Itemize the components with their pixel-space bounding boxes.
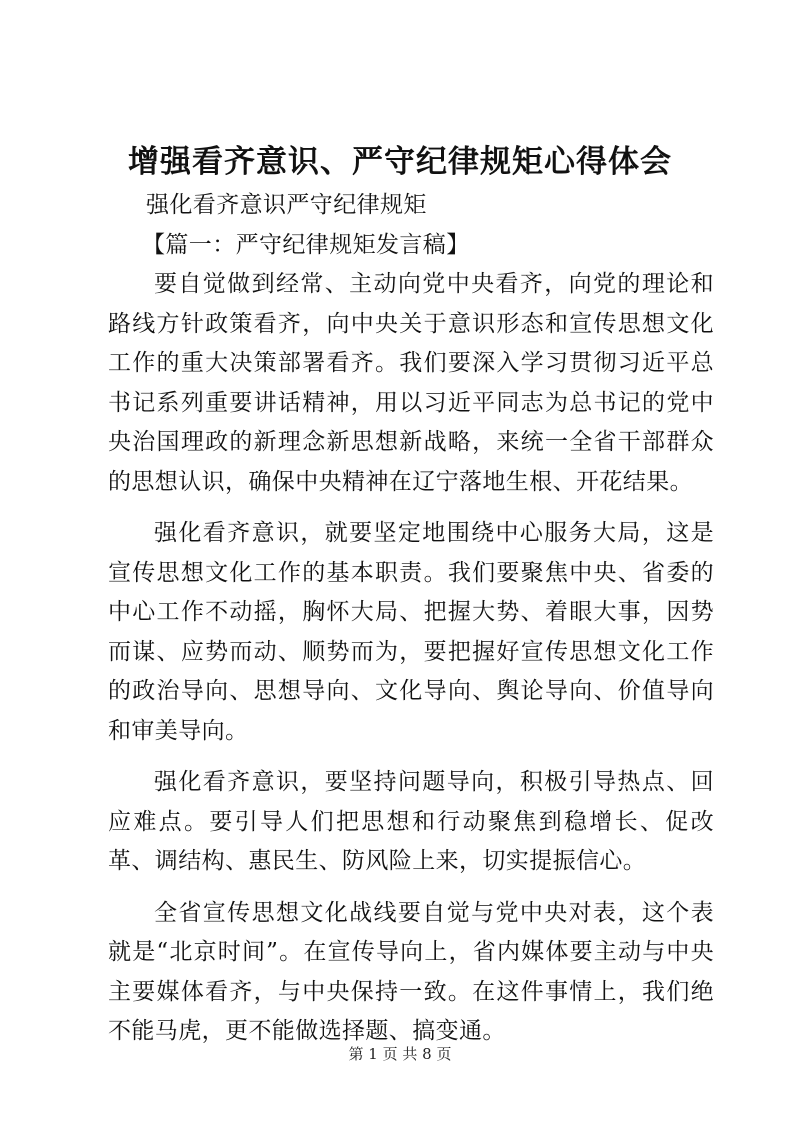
paragraph-3: 强化看齐意识，要坚持问题导向，积极引导热点、回应难点。要引导人们把思想和行动聚焦到稳增长、促改革、调结构、惠民生、防风险上来，切实提振信心。 <box>108 769 714 874</box>
paragraph-4: 全省宣传思想文化战线要自觉与党中央对表，这个表就是“北京时间”。在宣传导向上，省内媒体要主动与中央主要媒体看齐，与中央保持一致。在这件事情上，我们绝不能马虎，更不能做选择题、搞变通。 <box>108 899 714 1044</box>
paragraph-2: 强化看齐意识，就要坚定地围绕中心服务大局，这是宣传思想文化工作的基本职责。我们要聚焦中央、省委的中心工作不动摇，胸怀大局、把握大势、着眼大事，因势而谋、应势而动、顺势而为，要把握好宣传思想文化工作的政治导向、思想导向、文化导向、舆论导向、价值导向和审美导向。 <box>108 520 714 744</box>
page-indicator: 第 1 页 共 8 页 <box>348 1045 452 1063</box>
paragraph-1: 要自觉做到经常、主动向党中央看齐，向党的理论和路线方针政策看齐，向中央关于意识形态和宣传思想文化工作的重大决策部署看齐。我们要深入学习贯彻习近平总书记系列重要讲话精神，用以习近平同志为总书记的党中央治国理政的新理念新思想新战略，来统一全省干部群众的思想认识，确保中央精神在辽宁落地生根、开花结果。 <box>108 271 714 495</box>
document-body <box>108 186 714 1052</box>
document-subtitle: 强化看齐意识严守纪律规矩 <box>146 192 427 218</box>
section-heading: 【篇一：严守纪律规矩发言稿】 <box>142 231 470 258</box>
document-title: 增强看齐意识、严守纪律规矩心得体会 <box>128 144 672 180</box>
